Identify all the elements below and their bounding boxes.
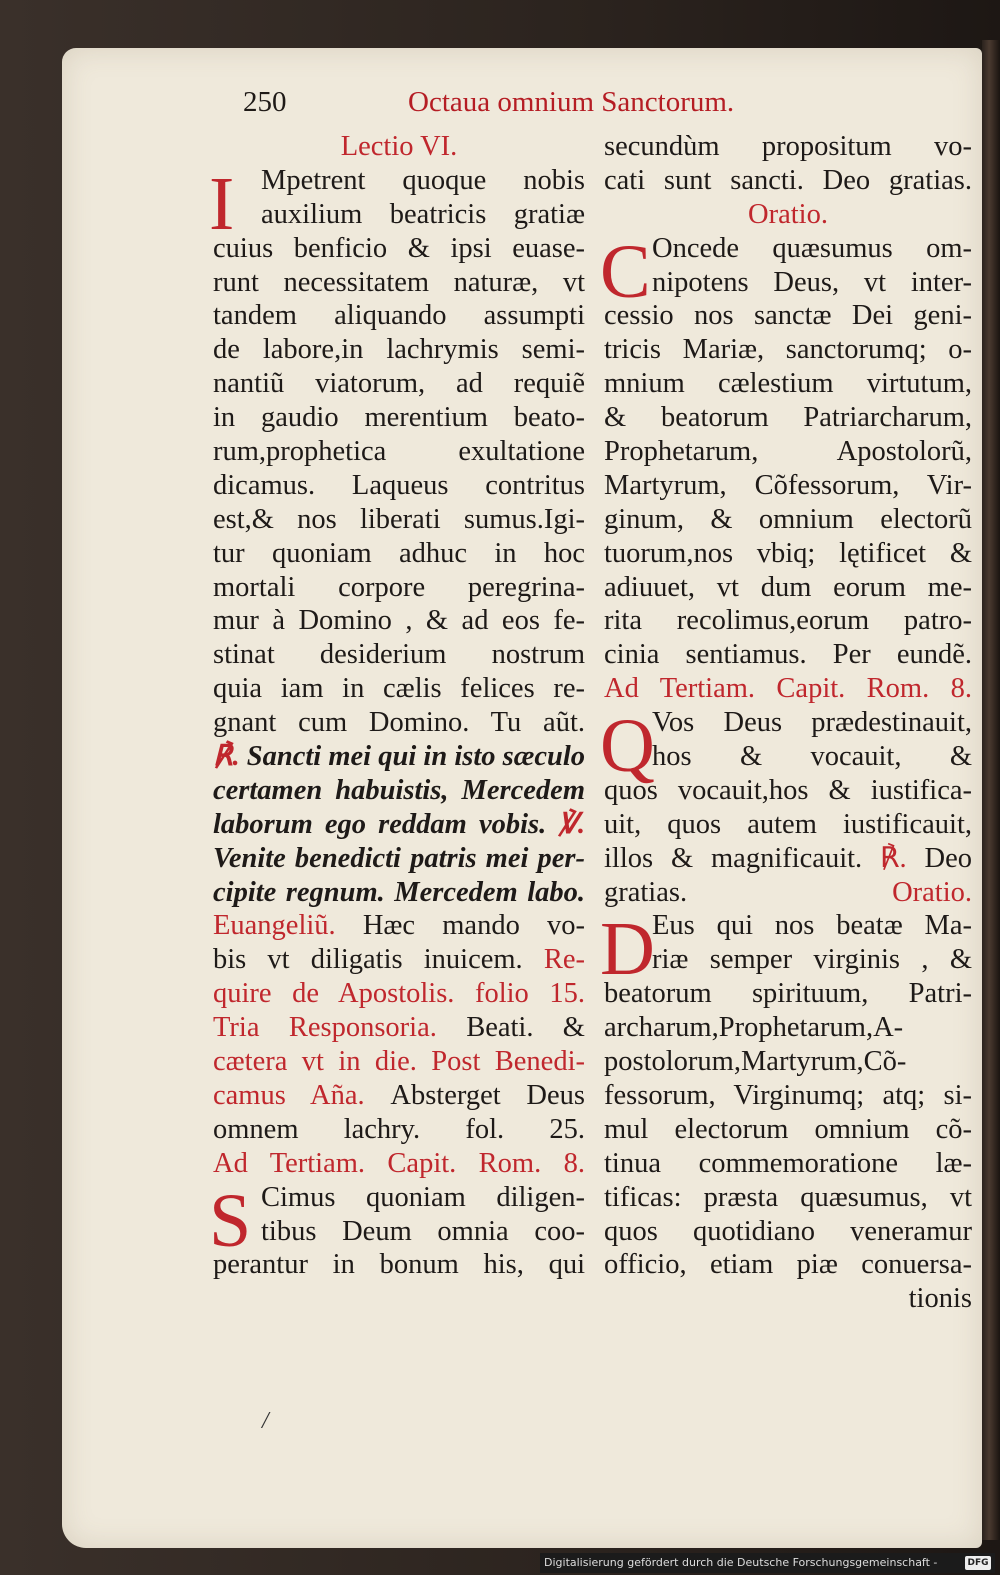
line-text: secundùm propositum vo- bbox=[604, 131, 972, 162]
rubric: camus Añа. bbox=[213, 1079, 365, 1111]
text-line bbox=[604, 401, 972, 435]
line-text: gratias. Oratio. bbox=[604, 876, 972, 908]
drop-cap-initial: Q bbox=[600, 704, 655, 789]
text-line bbox=[213, 876, 585, 910]
text-line bbox=[213, 367, 585, 401]
line-text: Eus qui nos beatæ Ma- bbox=[652, 910, 972, 942]
line-text: Martyrum, Cõfessorum, Vir- bbox=[604, 469, 972, 501]
text-line bbox=[213, 740, 585, 774]
dfg-logo: DFG bbox=[965, 1556, 991, 1570]
line-text: Oratio. bbox=[748, 198, 828, 230]
drop-cap-initial: C bbox=[600, 229, 651, 314]
text-line bbox=[604, 435, 972, 469]
line-text: nipotens Deus, vt inter- bbox=[652, 266, 972, 298]
line-text: gnant cum Domino. Tu aũt. bbox=[213, 707, 585, 739]
line-text: cipite regnum. Mercedem labo. bbox=[213, 876, 585, 908]
line-text: beatorum spirituum, Patri- bbox=[604, 978, 972, 1010]
text-line bbox=[604, 130, 972, 164]
text-line bbox=[213, 638, 585, 672]
line-text: adiuuet, vt dum eorum me- bbox=[604, 571, 972, 603]
text-line bbox=[604, 333, 972, 367]
line-text: illos & magnificauit. ℟. Deo bbox=[604, 842, 973, 874]
text-line bbox=[604, 266, 972, 300]
text-line bbox=[604, 1181, 972, 1215]
line-text: bis vt diligatis inuicem. Re- bbox=[213, 944, 585, 976]
line-text: in gaudio merentium beato- bbox=[213, 402, 585, 434]
text-line bbox=[213, 909, 585, 943]
line-text: tandem aliquando assumpti bbox=[213, 300, 585, 332]
line-text: camus Añа. Absterget Deus bbox=[213, 1079, 585, 1111]
line-text: perantur in bonum his, qui bbox=[213, 1249, 585, 1281]
text-line bbox=[604, 808, 972, 842]
line-text: mnium cælestium virtutum, bbox=[604, 368, 972, 400]
line-text: rita recolimus,eorum patro- bbox=[604, 605, 972, 637]
text-line bbox=[604, 943, 972, 977]
left-column bbox=[209, 130, 585, 1282]
line-text: riæ semper virginis , & bbox=[652, 944, 972, 976]
line-text: fessorum, Virginumq; atq; si- bbox=[604, 1079, 972, 1111]
drop-cap-initial: S bbox=[209, 1178, 252, 1263]
text-line bbox=[213, 503, 585, 537]
rubric: Oratio. bbox=[892, 876, 972, 908]
line-text: cessio nos sanctæ Dei geni- bbox=[604, 300, 972, 332]
text-line bbox=[604, 164, 972, 198]
text-line bbox=[604, 198, 972, 232]
line-text: est,& nos liberati sumus.Igi- bbox=[213, 503, 585, 535]
text-line bbox=[604, 774, 972, 808]
line-text: Euangeliũ. Hæc mando vo- bbox=[213, 910, 585, 942]
text-line bbox=[213, 299, 585, 333]
drop-cap-initial: D bbox=[600, 907, 655, 992]
text-line bbox=[213, 435, 585, 469]
rubric: Tria Responsoria. bbox=[213, 1012, 437, 1044]
line-text: de labore,in lachrymis semi- bbox=[213, 334, 585, 366]
line-text: tricis Mariæ, sanctorumq; o- bbox=[604, 334, 972, 366]
text-line bbox=[604, 367, 972, 401]
text-line bbox=[604, 638, 972, 672]
text-line bbox=[604, 299, 972, 333]
text-line bbox=[604, 503, 972, 537]
text-line bbox=[604, 672, 972, 706]
stray-mark: / bbox=[262, 1408, 269, 1434]
text-line bbox=[213, 333, 585, 367]
line-text: tificas: præsta quæsumus, vt bbox=[604, 1181, 972, 1213]
text-line bbox=[604, 1147, 972, 1181]
text-line bbox=[213, 571, 585, 605]
text-line bbox=[604, 469, 972, 503]
folio-number: 250 bbox=[243, 86, 287, 118]
line-text: quos vocauit,hos & iustifica- bbox=[604, 774, 972, 806]
text-line bbox=[604, 876, 972, 910]
line-text: uit, quos autem iustificauit, bbox=[604, 808, 972, 840]
digitization-footer bbox=[540, 1553, 995, 1573]
running-title: Octaua omnium Sanctorum. bbox=[408, 86, 735, 118]
drop-cap-initial: I bbox=[209, 161, 235, 246]
line-text: laborum ego reddam vobis. ℣. bbox=[213, 808, 585, 840]
line-text: auxilium beatricis gratiæ bbox=[261, 198, 585, 230]
line-text: Mpetrent quoque nobis bbox=[261, 164, 585, 196]
line-text: dicamus. Laqueus contritus bbox=[213, 469, 585, 501]
line-text: cætera vt in die. Post Benedi- bbox=[213, 1046, 585, 1078]
line-text: nantiũ viatorum, ad requiẽ bbox=[213, 368, 585, 400]
line-text: Cimus quoniam diligen- bbox=[261, 1181, 585, 1213]
text-line bbox=[213, 469, 585, 503]
text-line bbox=[604, 1011, 972, 1045]
line-text: Lectio VI. bbox=[340, 131, 458, 162]
text-line bbox=[213, 672, 585, 706]
text-line bbox=[604, 740, 972, 774]
text-line bbox=[213, 1147, 585, 1181]
text-line bbox=[213, 1045, 585, 1079]
text-line bbox=[213, 842, 585, 876]
rubric: Euangeliũ. bbox=[213, 910, 336, 942]
text-line bbox=[604, 604, 972, 638]
line-text: mul electorum omnium cõ- bbox=[604, 1113, 972, 1145]
text-line bbox=[213, 1079, 585, 1113]
line-text: cinia sentiamus. Per eundẽ. bbox=[604, 639, 972, 671]
line-text: tibus Deum omnia coo- bbox=[261, 1215, 585, 1247]
line-text: tuorum,nos vbiq; lętificet & bbox=[604, 537, 972, 569]
text-line bbox=[604, 1079, 972, 1113]
text-line bbox=[213, 1011, 585, 1045]
page-edge bbox=[982, 40, 1000, 1540]
line-text: tur quoniam adhuc in hoc bbox=[213, 537, 585, 569]
running-head bbox=[243, 86, 803, 126]
line-text: ℟. Sancti mei qui in isto sæculo bbox=[213, 741, 585, 773]
line-text: Tria Responsoria. Beati. & bbox=[213, 1012, 585, 1044]
line-text: tionis bbox=[908, 1283, 972, 1315]
text-line bbox=[213, 1113, 585, 1147]
line-text: Prophetarum, Apostolorũ, bbox=[604, 436, 972, 468]
line-text: quia iam in cælis felices re- bbox=[213, 673, 585, 705]
text-line bbox=[604, 1045, 972, 1079]
text-line bbox=[604, 537, 972, 571]
line-text: certamen habuistis, Mercedem bbox=[213, 774, 585, 806]
rubric: ℣. bbox=[558, 808, 585, 840]
text-line bbox=[604, 842, 972, 876]
text-line bbox=[213, 943, 585, 977]
line-text: mur à Domino , & ad eos fe- bbox=[213, 605, 585, 637]
line-text: mortali corpore peregrina- bbox=[213, 571, 585, 603]
right-column bbox=[600, 130, 973, 1316]
text-line bbox=[213, 706, 585, 740]
line-text: cati sunt sancti. Deo gratias. bbox=[604, 164, 972, 196]
rubric: ℟. bbox=[880, 842, 907, 874]
text-line bbox=[604, 977, 972, 1011]
text-line bbox=[213, 537, 585, 571]
line-text: Oncede quæsumus om- bbox=[652, 232, 972, 264]
footer-text: Digitalisierung gefördert durch die Deutsche Forschungsgemeinschaft - bbox=[544, 1556, 938, 1569]
text-line bbox=[213, 401, 585, 435]
rubric: ℟. bbox=[213, 741, 240, 773]
rubric: Re- bbox=[543, 944, 585, 976]
line-text: stinat desiderium nostrum bbox=[213, 639, 585, 671]
line-text: rum,prophetica exultatione bbox=[213, 436, 585, 468]
line-text: Ad Tertiam. Capit. Rom. 8. bbox=[604, 673, 972, 705]
text-line bbox=[213, 808, 585, 842]
line-text: omnem lachry. fol. 25. bbox=[213, 1113, 585, 1145]
line-text: archarum,Prophetarum,A- bbox=[604, 1012, 904, 1044]
text-line bbox=[213, 604, 585, 638]
line-text: hos & vocauit, & bbox=[652, 741, 972, 773]
text-line bbox=[213, 977, 585, 1011]
line-text: & beatorum Patriarcharum, bbox=[604, 402, 972, 434]
text-line bbox=[604, 571, 972, 605]
text-line bbox=[213, 232, 585, 266]
line-text: Ad Tertiam. Capit. Rom. 8. bbox=[213, 1147, 585, 1179]
line-text: Vos Deus prædestinauit, bbox=[652, 707, 972, 739]
text-line bbox=[213, 1248, 585, 1282]
line-text: quire de Apostolis. folio 15. bbox=[213, 978, 585, 1010]
text-line bbox=[213, 130, 585, 164]
text-line bbox=[604, 1215, 972, 1249]
line-text: ginum, & omnium electorũ bbox=[604, 503, 972, 535]
text-line bbox=[213, 198, 585, 232]
text-line bbox=[213, 774, 585, 808]
text-line bbox=[604, 1282, 972, 1316]
text-line bbox=[213, 1215, 585, 1249]
line-text: cuius benficio & ipsi euase- bbox=[213, 232, 585, 264]
line-text: postolorum,Martyrum,Cõ- bbox=[604, 1046, 907, 1078]
line-text: quos quotidiano veneramur bbox=[604, 1215, 972, 1247]
line-text: Venite benedicti patris mei per- bbox=[213, 842, 585, 874]
text-line bbox=[213, 266, 585, 300]
line-text: officio, etiam piæ conuersa- bbox=[604, 1249, 972, 1281]
text-line bbox=[604, 1248, 972, 1282]
line-text: runt necessitatem naturæ, vt bbox=[213, 266, 585, 298]
text-line bbox=[604, 1113, 972, 1147]
line-text: tinua commemoratione læ- bbox=[604, 1147, 972, 1179]
